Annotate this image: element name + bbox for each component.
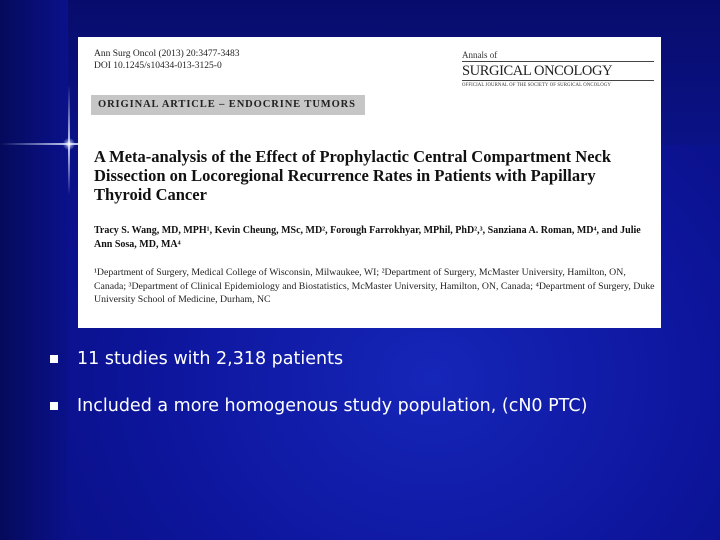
journal-rule-lower — [462, 80, 654, 81]
journal-logo — [462, 50, 654, 89]
journal-name: SURGICAL ONCOLOGY — [462, 63, 613, 79]
bullet-text: Included a more homogenous study population, (cN0 PTC) — [77, 396, 588, 416]
citation-line-1: Ann Surg Oncol (2013) 20:3477-3483 — [94, 49, 240, 59]
journal-subtitle: OFFICIAL JOURNAL OF THE SOCIETY OF SURGICAL ONCOLOGY — [462, 83, 611, 88]
bullet-text: 11 studies with 2,318 patients — [77, 349, 344, 369]
section-label: ORIGINAL ARTICLE – ENDOCRINE TUMORS — [91, 95, 365, 115]
square-bullet-icon — [50, 355, 58, 363]
citation-line-2: DOI 10.1245/s10434-013-3125-0 — [94, 61, 222, 71]
slide-left-band — [0, 0, 68, 540]
journal-rule — [462, 61, 654, 62]
article-image — [78, 37, 661, 328]
article-authors: Tracy S. Wang, MD, MPH¹, Kevin Cheung, MSc, MD², Forough Farrokhyar, MPhil, PhD²,³, Sanziana A. Roman, MD⁴, and Julie Ann Sosa, MD, MA⁴ — [94, 225, 641, 250]
citation — [94, 48, 239, 72]
article-affiliations: ¹Department of Surgery, Medical College of Wisconsin, Milwaukee, WI; ²Department of Surgery, McMaster University, Hamilton, ON, Canada; ³Department of Clinical Epidemiology and Biostatistics, McMaster University, Hamilton, ON, Canada; ⁴Department of Surgery, Duke University School of Medicine, Durham, NC — [94, 267, 655, 305]
flare-center — [63, 138, 75, 150]
journal-annals: Annals of — [462, 50, 498, 60]
square-bullet-icon — [50, 402, 58, 410]
article-title: A Meta-analysis of the Effect of Prophylactic Central Compartment Neck Dissection on Locoregional Recurrence Rates in Patients with Papillary Thyroid Cancer — [94, 147, 612, 204]
